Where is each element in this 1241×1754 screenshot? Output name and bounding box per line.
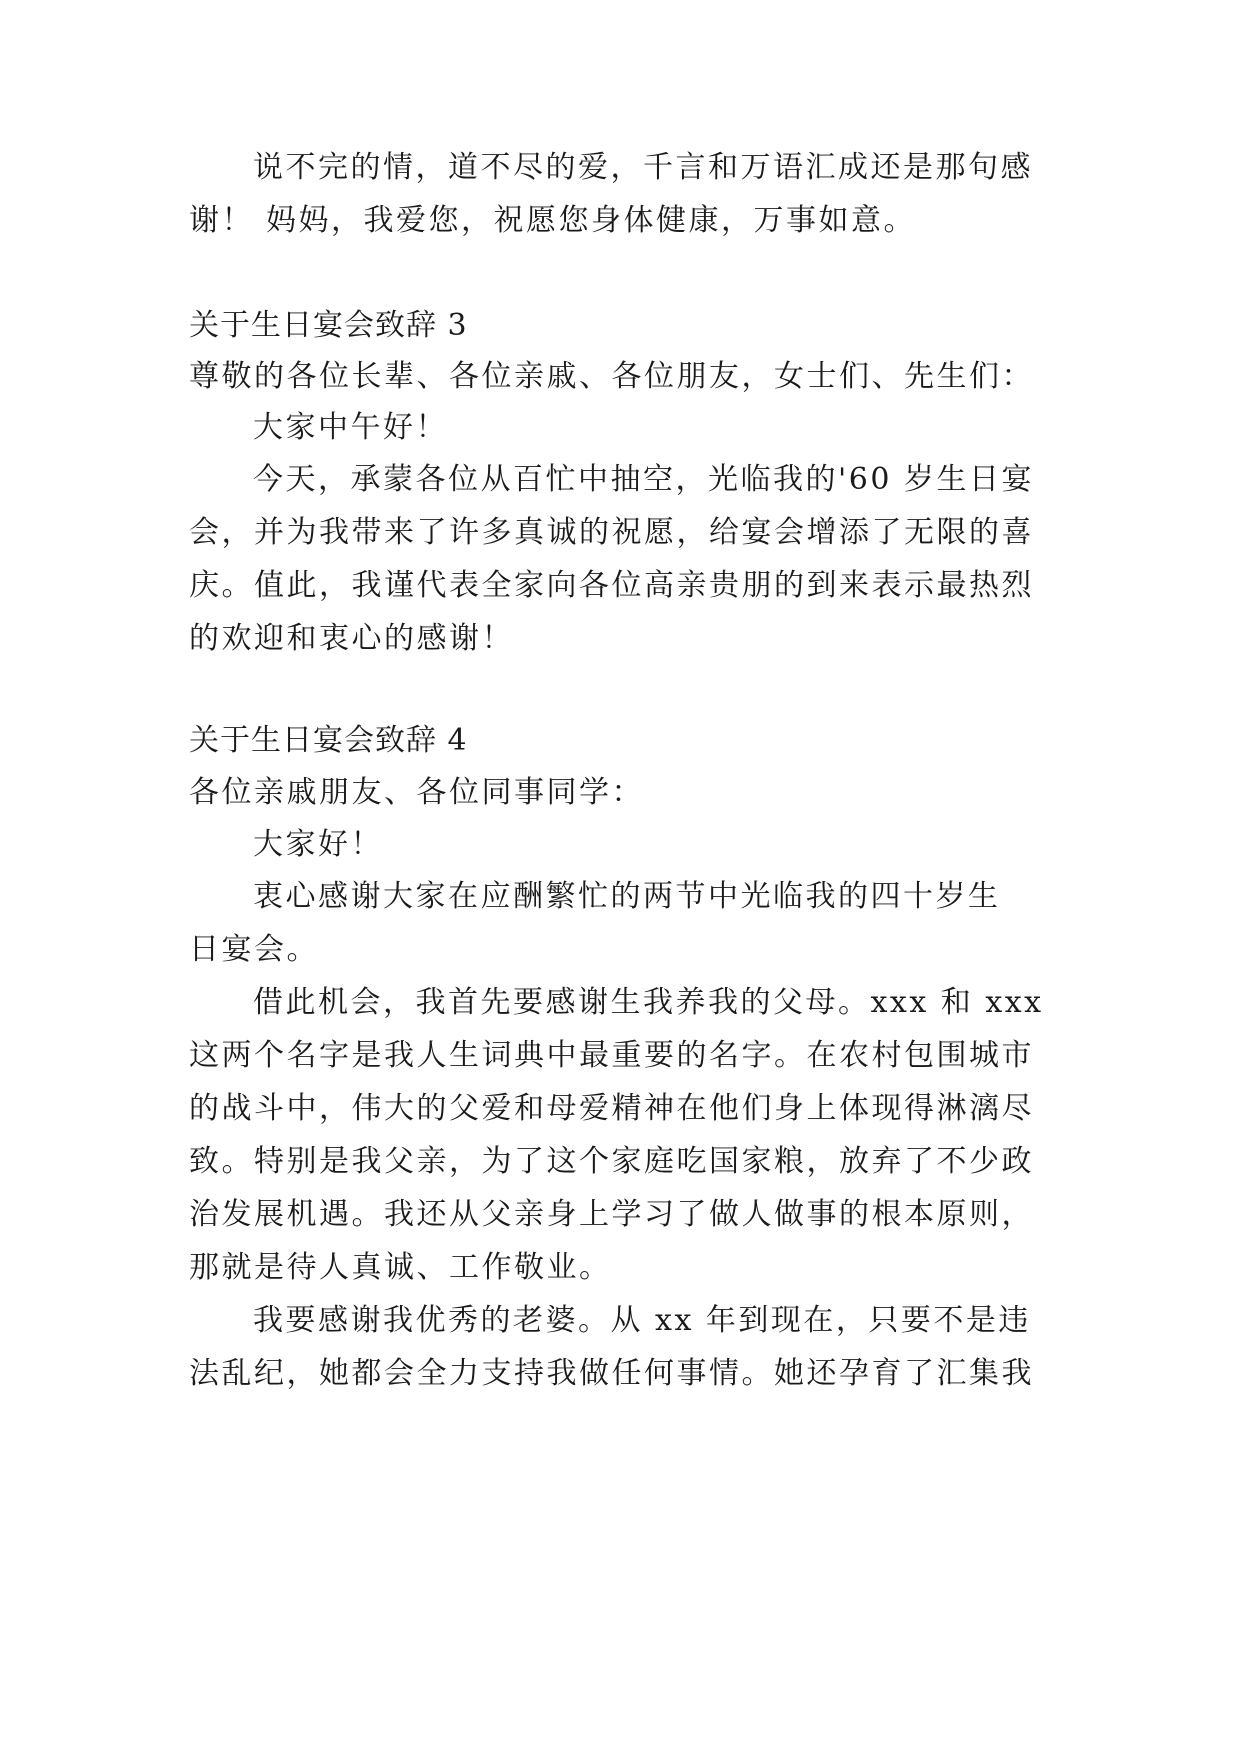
section-3-paragraph-line: 的欢迎和衷心的感谢！ [189,621,514,656]
intro-line-1: 说不完的情，道不尽的爱，千言和万语汇成还是那句感 [253,150,1033,185]
section-4-paragraph-1-line: 衷心感谢大家在应酬繁忙的两节中光临我的四十岁生 [253,879,1001,914]
section-3-salutation: 尊敬的各位长辈、各位亲戚、各位朋友，女士们、先生们： [189,359,1034,394]
section-3-paragraph-line: 会，并为我带来了许多真诚的祝愿，给宴会增添了无限的喜 [189,515,1034,550]
section-4-paragraph-2-line: 的战斗中，伟大的父爱和母爱精神在他们身上体现得淋漓尽 [189,1091,1034,1126]
section-3-paragraph-line: 今天，承蒙各位从百忙中抽空，光临我的'60 岁生日宴 [253,462,1034,497]
section-4-paragraph-2-line: 借此机会，我首先要感谢生我养我的父母。xxx 和 xxx [253,985,1044,1020]
section-3-greeting: 大家中午好！ [253,410,448,445]
section-4-paragraph-3-line: 法乱纪，她都会全力支持我做任何事情。她还孕育了汇集我 [189,1356,1034,1391]
section-4-paragraph-2-line: 那就是待人真诚、工作敬业。 [189,1250,612,1285]
section-4-paragraph-1-line: 日宴会。 [189,932,319,967]
section-4-salutation: 各位亲戚朋友、各位同事同学： [189,775,644,810]
intro-line-2: 谢！ 妈妈，我爱您，祝愿您身体健康，万事如意。 [189,203,917,238]
section-4-paragraph-2-line: 治发展机遇。我还从父亲身上学习了做人做事的根本原则， [189,1197,1034,1232]
section-3-title: 关于生日宴会致辞 3 [189,308,468,343]
section-4-paragraph-3-line: 我要感谢我优秀的老婆。从 xx 年到现在，只要不是违 [253,1303,1031,1338]
section-4-title: 关于生日宴会致辞 4 [189,723,468,758]
section-4-greeting: 大家好！ [253,827,383,862]
section-4-paragraph-2-line: 致。特别是我父亲，为了这个家庭吃国家粮，放弃了不少政 [189,1144,1034,1179]
section-4-paragraph-2-line: 这两个名字是我人生词典中最重要的名字。在农村包围城市 [189,1038,1034,1073]
section-3-paragraph-line: 庆。值此，我谨代表全家向各位高亲贵朋的到来表示最热烈 [189,568,1034,603]
